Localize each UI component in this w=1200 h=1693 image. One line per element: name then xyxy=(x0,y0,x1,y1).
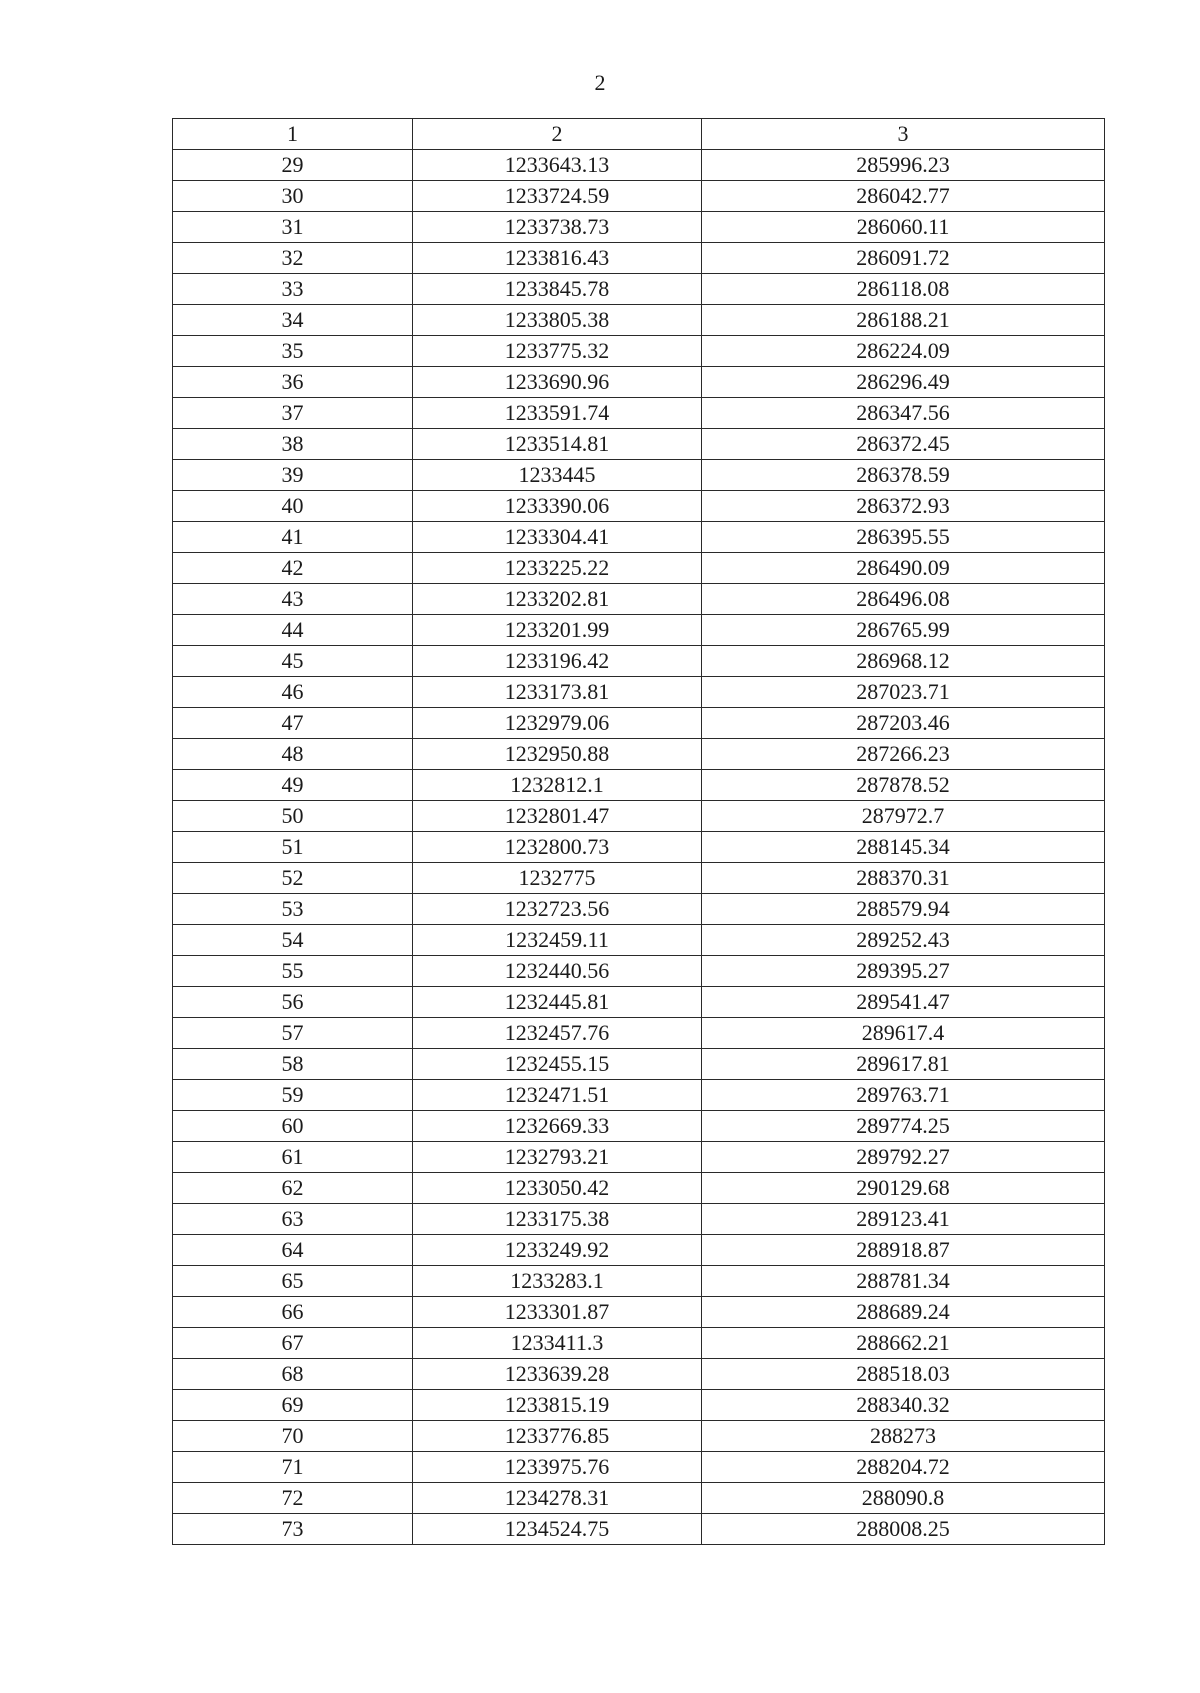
point-number-cell: 62 xyxy=(173,1173,413,1204)
table-row xyxy=(173,1328,1105,1359)
y-coordinate-cell: 286042.77 xyxy=(702,181,1105,212)
y-coordinate-cell: 289395.27 xyxy=(702,956,1105,987)
point-number-cell: 67 xyxy=(173,1328,413,1359)
table-row xyxy=(173,1204,1105,1235)
column-header-1: 1 xyxy=(173,119,413,150)
x-coordinate-cell: 1232801.47 xyxy=(413,801,702,832)
y-coordinate-cell: 288204.72 xyxy=(702,1452,1105,1483)
x-coordinate-cell: 1233776.85 xyxy=(413,1421,702,1452)
y-coordinate-cell: 289123.41 xyxy=(702,1204,1105,1235)
point-number-cell: 72 xyxy=(173,1483,413,1514)
table-row xyxy=(173,1359,1105,1390)
point-number-cell: 56 xyxy=(173,987,413,1018)
point-number-cell: 63 xyxy=(173,1204,413,1235)
point-number-cell: 47 xyxy=(173,708,413,739)
point-number-cell: 40 xyxy=(173,491,413,522)
table-row xyxy=(173,1514,1105,1545)
x-coordinate-cell: 1233591.74 xyxy=(413,398,702,429)
x-coordinate-cell: 1233445 xyxy=(413,460,702,491)
point-number-cell: 61 xyxy=(173,1142,413,1173)
x-coordinate-cell: 1232979.06 xyxy=(413,708,702,739)
x-coordinate-cell: 1233196.42 xyxy=(413,646,702,677)
x-coordinate-cell: 1232445.81 xyxy=(413,987,702,1018)
point-number-cell: 35 xyxy=(173,336,413,367)
x-coordinate-cell: 1233738.73 xyxy=(413,212,702,243)
x-coordinate-cell: 1232800.73 xyxy=(413,832,702,863)
x-coordinate-cell: 1233643.13 xyxy=(413,150,702,181)
table-row xyxy=(173,1173,1105,1204)
y-coordinate-cell: 290129.68 xyxy=(702,1173,1105,1204)
x-coordinate-cell: 1232440.56 xyxy=(413,956,702,987)
point-number-cell: 57 xyxy=(173,1018,413,1049)
point-number-cell: 37 xyxy=(173,398,413,429)
table-row xyxy=(173,894,1105,925)
y-coordinate-cell: 286060.11 xyxy=(702,212,1105,243)
y-coordinate-cell: 288781.34 xyxy=(702,1266,1105,1297)
x-coordinate-cell: 1233202.81 xyxy=(413,584,702,615)
y-coordinate-cell: 287878.52 xyxy=(702,770,1105,801)
point-number-cell: 31 xyxy=(173,212,413,243)
table-row xyxy=(173,646,1105,677)
table-row xyxy=(173,832,1105,863)
table-header-row xyxy=(173,119,1105,150)
y-coordinate-cell: 289774.25 xyxy=(702,1111,1105,1142)
y-coordinate-cell: 286372.93 xyxy=(702,491,1105,522)
point-number-cell: 51 xyxy=(173,832,413,863)
y-coordinate-cell: 286091.72 xyxy=(702,243,1105,274)
point-number-cell: 48 xyxy=(173,739,413,770)
y-coordinate-cell: 287266.23 xyxy=(702,739,1105,770)
y-coordinate-cell: 286372.45 xyxy=(702,429,1105,460)
y-coordinate-cell: 286188.21 xyxy=(702,305,1105,336)
y-coordinate-cell: 286765.99 xyxy=(702,615,1105,646)
table-row xyxy=(173,243,1105,274)
table-row xyxy=(173,367,1105,398)
point-number-cell: 29 xyxy=(173,150,413,181)
y-coordinate-cell: 286224.09 xyxy=(702,336,1105,367)
point-number-cell: 34 xyxy=(173,305,413,336)
point-number-cell: 44 xyxy=(173,615,413,646)
point-number-cell: 50 xyxy=(173,801,413,832)
table-row xyxy=(173,1111,1105,1142)
x-coordinate-cell: 1232950.88 xyxy=(413,739,702,770)
table-row xyxy=(173,522,1105,553)
y-coordinate-cell: 288273 xyxy=(702,1421,1105,1452)
x-coordinate-cell: 1233283.1 xyxy=(413,1266,702,1297)
x-coordinate-cell: 1233301.87 xyxy=(413,1297,702,1328)
y-coordinate-cell: 287023.71 xyxy=(702,677,1105,708)
x-coordinate-cell: 1233805.38 xyxy=(413,305,702,336)
y-coordinate-cell: 288090.8 xyxy=(702,1483,1105,1514)
y-coordinate-cell: 288008.25 xyxy=(702,1514,1105,1545)
table-row xyxy=(173,1142,1105,1173)
x-coordinate-cell: 1233775.32 xyxy=(413,336,702,367)
y-coordinate-cell: 288370.31 xyxy=(702,863,1105,894)
table-row xyxy=(173,1421,1105,1452)
point-number-cell: 36 xyxy=(173,367,413,398)
x-coordinate-cell: 1232775 xyxy=(413,863,702,894)
x-coordinate-cell: 1233249.92 xyxy=(413,1235,702,1266)
table-row xyxy=(173,1266,1105,1297)
y-coordinate-cell: 288689.24 xyxy=(702,1297,1105,1328)
table-row xyxy=(173,584,1105,615)
x-coordinate-cell: 1233975.76 xyxy=(413,1452,702,1483)
point-number-cell: 66 xyxy=(173,1297,413,1328)
table-row xyxy=(173,150,1105,181)
point-number-cell: 53 xyxy=(173,894,413,925)
point-number-cell: 59 xyxy=(173,1080,413,1111)
y-coordinate-cell: 286347.56 xyxy=(702,398,1105,429)
y-coordinate-cell: 289617.81 xyxy=(702,1049,1105,1080)
table-row xyxy=(173,863,1105,894)
coordinates-table xyxy=(172,118,1105,1545)
x-coordinate-cell: 1233815.19 xyxy=(413,1390,702,1421)
table-row xyxy=(173,1018,1105,1049)
table-row xyxy=(173,553,1105,584)
point-number-cell: 32 xyxy=(173,243,413,274)
point-number-cell: 46 xyxy=(173,677,413,708)
table-row xyxy=(173,1297,1105,1328)
table-header xyxy=(173,119,1105,150)
x-coordinate-cell: 1233724.59 xyxy=(413,181,702,212)
y-coordinate-cell: 289252.43 xyxy=(702,925,1105,956)
y-coordinate-cell: 286296.49 xyxy=(702,367,1105,398)
x-coordinate-cell: 1233411.3 xyxy=(413,1328,702,1359)
table-row xyxy=(173,615,1105,646)
point-number-cell: 39 xyxy=(173,460,413,491)
x-coordinate-cell: 1233304.41 xyxy=(413,522,702,553)
x-coordinate-cell: 1232457.76 xyxy=(413,1018,702,1049)
y-coordinate-cell: 288518.03 xyxy=(702,1359,1105,1390)
table-row xyxy=(173,925,1105,956)
point-number-cell: 41 xyxy=(173,522,413,553)
table-row xyxy=(173,305,1105,336)
point-number-cell: 42 xyxy=(173,553,413,584)
y-coordinate-cell: 287972.7 xyxy=(702,801,1105,832)
x-coordinate-cell: 1233390.06 xyxy=(413,491,702,522)
point-number-cell: 43 xyxy=(173,584,413,615)
table-row xyxy=(173,1235,1105,1266)
column-header-2: 2 xyxy=(413,119,702,150)
x-coordinate-cell: 1234278.31 xyxy=(413,1483,702,1514)
y-coordinate-cell: 286490.09 xyxy=(702,553,1105,584)
table-row xyxy=(173,491,1105,522)
table-row xyxy=(173,956,1105,987)
point-number-cell: 33 xyxy=(173,274,413,305)
point-number-cell: 60 xyxy=(173,1111,413,1142)
table-row xyxy=(173,1390,1105,1421)
point-number-cell: 30 xyxy=(173,181,413,212)
point-number-cell: 69 xyxy=(173,1390,413,1421)
table-row xyxy=(173,429,1105,460)
y-coordinate-cell: 288662.21 xyxy=(702,1328,1105,1359)
x-coordinate-cell: 1233175.38 xyxy=(413,1204,702,1235)
y-coordinate-cell: 288918.87 xyxy=(702,1235,1105,1266)
y-coordinate-cell: 286378.59 xyxy=(702,460,1105,491)
table-row xyxy=(173,987,1105,1018)
table-row xyxy=(173,1483,1105,1514)
x-coordinate-cell: 1232793.21 xyxy=(413,1142,702,1173)
x-coordinate-cell: 1234524.75 xyxy=(413,1514,702,1545)
x-coordinate-cell: 1232812.1 xyxy=(413,770,702,801)
point-number-cell: 64 xyxy=(173,1235,413,1266)
table-row xyxy=(173,212,1105,243)
x-coordinate-cell: 1233050.42 xyxy=(413,1173,702,1204)
point-number-cell: 55 xyxy=(173,956,413,987)
x-coordinate-cell: 1232459.11 xyxy=(413,925,702,956)
table-body xyxy=(173,150,1105,1545)
point-number-cell: 49 xyxy=(173,770,413,801)
x-coordinate-cell: 1232471.51 xyxy=(413,1080,702,1111)
y-coordinate-cell: 289763.71 xyxy=(702,1080,1105,1111)
point-number-cell: 65 xyxy=(173,1266,413,1297)
table-row xyxy=(173,801,1105,832)
y-coordinate-cell: 286496.08 xyxy=(702,584,1105,615)
point-number-cell: 52 xyxy=(173,863,413,894)
point-number-cell: 38 xyxy=(173,429,413,460)
page-number: 2 xyxy=(594,70,606,95)
x-coordinate-cell: 1233514.81 xyxy=(413,429,702,460)
column-header-3: 3 xyxy=(702,119,1105,150)
table-row xyxy=(173,770,1105,801)
point-number-cell: 70 xyxy=(173,1421,413,1452)
table-row xyxy=(173,1080,1105,1111)
y-coordinate-cell: 288145.34 xyxy=(702,832,1105,863)
x-coordinate-cell: 1233845.78 xyxy=(413,274,702,305)
point-number-cell: 58 xyxy=(173,1049,413,1080)
x-coordinate-cell: 1233816.43 xyxy=(413,243,702,274)
x-coordinate-cell: 1233690.96 xyxy=(413,367,702,398)
table-row xyxy=(173,336,1105,367)
table-row xyxy=(173,1049,1105,1080)
y-coordinate-cell: 286395.55 xyxy=(702,522,1105,553)
y-coordinate-cell: 289541.47 xyxy=(702,987,1105,1018)
y-coordinate-cell: 289617.4 xyxy=(702,1018,1105,1049)
x-coordinate-cell: 1232723.56 xyxy=(413,894,702,925)
x-coordinate-cell: 1233173.81 xyxy=(413,677,702,708)
y-coordinate-cell: 285996.23 xyxy=(702,150,1105,181)
table-row xyxy=(173,708,1105,739)
y-coordinate-cell: 286968.12 xyxy=(702,646,1105,677)
point-number-cell: 45 xyxy=(173,646,413,677)
x-coordinate-cell: 1233201.99 xyxy=(413,615,702,646)
y-coordinate-cell: 288340.32 xyxy=(702,1390,1105,1421)
point-number-cell: 54 xyxy=(173,925,413,956)
table-row xyxy=(173,739,1105,770)
table-row xyxy=(173,181,1105,212)
y-coordinate-cell: 288579.94 xyxy=(702,894,1105,925)
point-number-cell: 68 xyxy=(173,1359,413,1390)
table-row xyxy=(173,398,1105,429)
table-row xyxy=(173,274,1105,305)
x-coordinate-cell: 1233225.22 xyxy=(413,553,702,584)
point-number-cell: 73 xyxy=(173,1514,413,1545)
y-coordinate-cell: 289792.27 xyxy=(702,1142,1105,1173)
table-row xyxy=(173,1452,1105,1483)
point-number-cell: 71 xyxy=(173,1452,413,1483)
table-row xyxy=(173,677,1105,708)
x-coordinate-cell: 1232455.15 xyxy=(413,1049,702,1080)
x-coordinate-cell: 1232669.33 xyxy=(413,1111,702,1142)
table-row xyxy=(173,460,1105,491)
x-coordinate-cell: 1233639.28 xyxy=(413,1359,702,1390)
y-coordinate-cell: 287203.46 xyxy=(702,708,1105,739)
y-coordinate-cell: 286118.08 xyxy=(702,274,1105,305)
